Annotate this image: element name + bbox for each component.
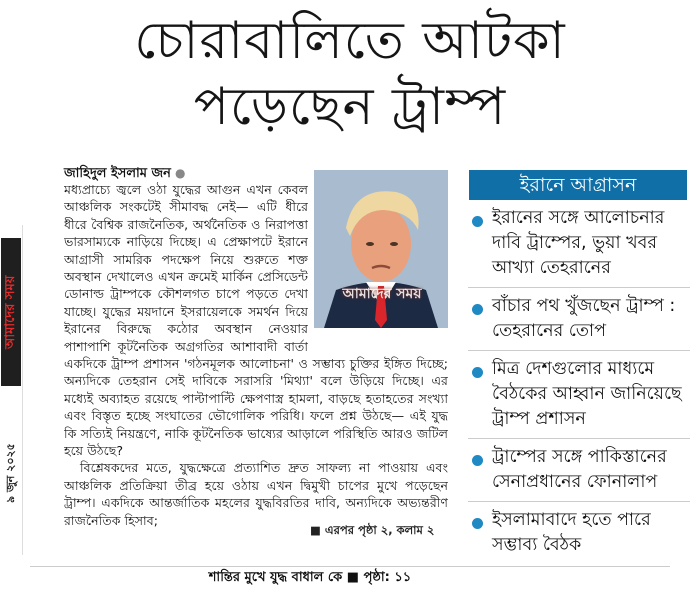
sidebar-item-1 [468, 206, 690, 288]
sidebar-item-text: বাঁচার পথ খুঁজছেন ট্রাম্প : তেহরানের তোপ [492, 296, 676, 341]
sidebar-item-text: ইরানের সঙ্গে আলোচনার দাবি ট্রাম্পের, ভুয়া খবর আখ্যা তেহরানের [492, 208, 665, 278]
photo-watermark: আমাদের সময় [342, 286, 422, 302]
article-column-bottom [64, 355, 448, 540]
continued-note: ■ এরপর পৃষ্ঠা ২, কলাম ২ [310, 523, 435, 537]
headline [30, 8, 670, 140]
bullet-icon [472, 304, 483, 315]
sidebar-item-3 [468, 357, 690, 439]
sidebar-item-4 [468, 445, 690, 502]
sidebar-title: ইরানে আগ্রাসন [469, 170, 687, 200]
paragraph-2: একদিকে ট্রাম্প প্রশাসন 'গঠনমূলক আলোচনা' ও সম্ভাব্য চুক্তির ইঙ্গিত দিচ্ছে; অন্যদিকে তেহরান সেই দাবিকে সরাসরি 'মিথ্যা' বলে উড়িয়ে দিচ্ছে। এর মধ্যেই অব্যাহত রয়েছে পাল্টাপাল্টি ক্ষেপণাস্ত্র হামলা, বাড়ছে হতাহতের সংখ্যা এবং বিস্তৃত হচ্ছে সংঘাতের ভৌগোলিক পরিধি। ফলে প্রশ্ন উঠছে— এই যুদ্ধ কি সত্যিই নিয়ন্ত্রণে, নাকি কূটনৈতিক ভাষ্যের আড়ালে পরিস্থিতি আরও জটিল হয়ে উঠছে? [64, 356, 448, 459]
sidebar-item-text: ইসলামাবাদে হতে পারে সম্ভাব্য বৈঠক [492, 510, 651, 555]
page-footer: শান্তির মুখে যুদ্ধ বাধাল কে ■ পৃষ্ঠা: ১১ [208, 570, 412, 585]
sidebar-item-5 [468, 508, 690, 564]
bullet-icon [472, 518, 483, 529]
paragraph-1: মধ্যপ্রাচ্যে জ্বলে ওঠা যুদ্ধের আগুন এখন কেবল আঞ্চলিক সংকটেই সীমাবদ্ধ নেই— এটি ধীরে ধীরে বৈশ্বিক রাজনৈতিক, অর্থনৈতিক ও নিরাপত্তা ভারসাম্যকে নাড়িয়ে দিচ্ছে। এ প্রেক্ষাপটে ইরানে আগ্রাসী সামরিক পদক্ষেপ নিয়ে শুরুতে শক্ত অবস্থান দেখালেও এখন ক্রমেই মার্কিন প্রেসিডেন্ট ডোনাল্ড ট্রাম্পকে কৌশলগত চাপে পড়তে দেখা যাচ্ছে। যুদ্ধের ময়দানে ইসরায়েলকে সমর্থন দিয়ে ইরানের বিরুদ্ধে কঠোর অবস্থান নেওয়ার পাশাপাশি কূটনৈতিক অগ্রগতির আশাবাদী বার্তা [64, 182, 308, 354]
article-column-top [64, 181, 308, 355]
sidebar-item-text: ট্রাম্পের সঙ্গে পাকিস্তানের সেনাপ্রধানের ফোনালাপ [492, 447, 667, 492]
publication-date: ৯ জুন ২০২৫ [4, 443, 17, 503]
headline-line-1: চোরাবালিতে আটকা [134, 11, 566, 71]
author-name: জাহিদুল ইসলাম জন [64, 166, 171, 181]
byline-dot-icon: ● [174, 166, 186, 180]
headline-line-2: পড়েছেন ট্রাম্প [193, 77, 507, 137]
sidebar-item-text: মিত্র দেশগুলোর মাধ্যমে বৈঠকের আহ্বান জানিয়েছে ট্রাম্প প্রশাসন [492, 359, 682, 429]
sidebar-list [468, 206, 690, 570]
newspaper-logo: আমাদের সময় [1, 238, 21, 386]
bullet-icon [472, 216, 483, 227]
bullet-icon [472, 367, 483, 378]
sidebar-item-2 [468, 294, 690, 351]
paragraph-3: বিশ্লেষকদের মতে, যুদ্ধক্ষেত্রে প্রত্যাশিত দ্রুত সাফল্য না পাওয়ায় এবং আঞ্চলিক প্রতিক্রিয়া তীব্র হয়ে ওঠায় এখন দ্বিমুখী চাপের মুখে পড়েছেন ট্রাম্প। একদিকে আন্তর্জাতিক মহলের যুদ্ধবিরতির দাবি, অন্যদিকে অভ্যন্তরীণ রাজনৈতিক হিসাব; [64, 460, 448, 528]
bullet-icon [472, 455, 483, 466]
